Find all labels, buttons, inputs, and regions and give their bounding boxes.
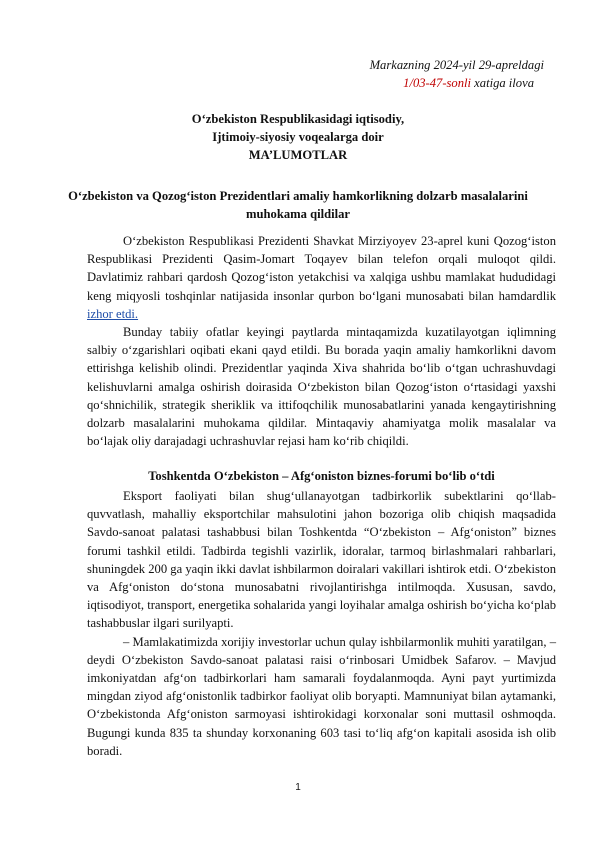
title-line-3: MA’LUMOTLAR: [248, 148, 348, 162]
annex-note: [370, 56, 544, 92]
section-1-paragraph-1-text: O‘zbekiston Respublikasi Prezidenti Shavkat Mirziyoyev 23-aprel kuni Qozog‘iston Respublikasi Prezidenti Qasim-Jomart Toqayev bilan telefon orqali muloqot qildi. Davlatimiz rahbari qardosh Qozog‘iston yetakchisi va xalqiga ushbu mamlakat hududidagi keng miqyosli toshqinlar natijasida insonlar qurbon bo‘lgani munosabati bilan hamdardlik: [87, 234, 556, 303]
annex-line-2: [370, 74, 544, 92]
section-2-heading: Toshkentda O‘zbekiston – Afg‘oniston biznes-forumi bo‘lib o‘tdi: [148, 469, 495, 483]
section-2-paragraph-1: Eksport faoliyati bilan shug‘ullanayotgan tadbirkorlik subektlarini qo‘llab-quvvatlash, mahalliy eksportchilar mahsulotini jahon bozoriga olib chiqish maqsadida Savdo-sanoat palatasi tashabbusi bilan Toshkentda “O‘zbekiston – Afg‘oniston” biznes forumi tashkil etildi. Tadbirda tegishli vazirlik, idoralar, tarmoq birlashmalari rahbarlari, shuningdek 200 ga yaqin ikki davlat ishbilarmon doiralari vakillari ishtirok etdi. O‘zbekiston va Afg‘oniston do‘stona munosabatni rivojlantirishga intilmoqda. Xususan, savdo, iqtisodiyot, transport, energetika sohalarida yangi loyihalar amalga oshirish bo‘yicha ko‘plab tashabbuslar ilgari surilyapti.: [87, 489, 556, 631]
title-line-1: O‘zbekiston Respublikasidagi iqtisodiy,: [191, 112, 405, 126]
section-1-paragraph-2: Bunday tabiiy ofatlar keyingi paytlarda mintaqamizda kuzatilayotgan iqlimning salbiy o‘zgarishlari oqibati ekani qayd etildi. Bu borada yaqin amaliy hamkorlikni davom ettirishga kelishib olindi. Prezidentlar yaqinda Xiva shahrida bo‘lib o‘tgan uchrashuvdagi kelishuvlarni amalga oshirish doirasida O‘zbekiston bilan Qozog‘iston o‘rtasidagi yaxshi qo‘shnichilik, strategik sheriklik va ittifoqchilik munosabatlarini yanada kengaytirishning dolzarb masalalarini muhokama qildilar. Mintaqaviy ahamiyatga molik masalalar va bo‘lajak oliy darajadagi uchrashuvlar rejasi ham ko‘rib chiqildi.: [87, 325, 556, 449]
section-2-paragraph-2: – Mamlakatimizda xorijiy investorlar uchun qulay ishbilarmonlik muhiti yaratilgan, – deydi O‘zbekiston Savdo-sanoat palatasi raisi o‘rinbosari Umidbek Safarov. – Mavjud imkoniyatdan afg‘on tadbirkorlari ham samarali foydalanmoqda. Ayni payt yurtimizda mingdan ziyod afg‘onistonlik tadbirkor faoliyat olib boryapti. Mamnuniyat bilan aytamanki, O‘zbekistonda Afg‘oniston sarmoyasi ishtirokidagi korxonalar soni muttasil oshmoqda. Bugungi kunda 835 ta shunday korxonaning 603 tasi to‘liq afg‘on kapitali asosida ish olib boradi.: [87, 634, 556, 758]
title-line-2: Ijtimoiy-siyosiy voqealarga doir: [212, 130, 384, 144]
section-2-body: [87, 487, 556, 760]
page-number: 1: [295, 782, 301, 793]
section-1-body: [87, 232, 556, 450]
annex-line-1: Markazning 2024-yil 29-apreldagi: [369, 58, 544, 72]
section-1-heading: O‘zbekiston va Qozog‘iston Prezidentlari amaliy hamkorlikning dolzarb masalalarini muhokama qildilar: [68, 189, 528, 221]
document-title: [0, 110, 596, 164]
annex-line-2-rest: xatiga ilova: [471, 76, 534, 90]
section-1-paragraph-1: [87, 232, 556, 323]
izhor-etdi-link[interactable]: izhor etdi.: [87, 306, 139, 321]
letter-reference: 1/03-47-sonli: [403, 76, 472, 90]
